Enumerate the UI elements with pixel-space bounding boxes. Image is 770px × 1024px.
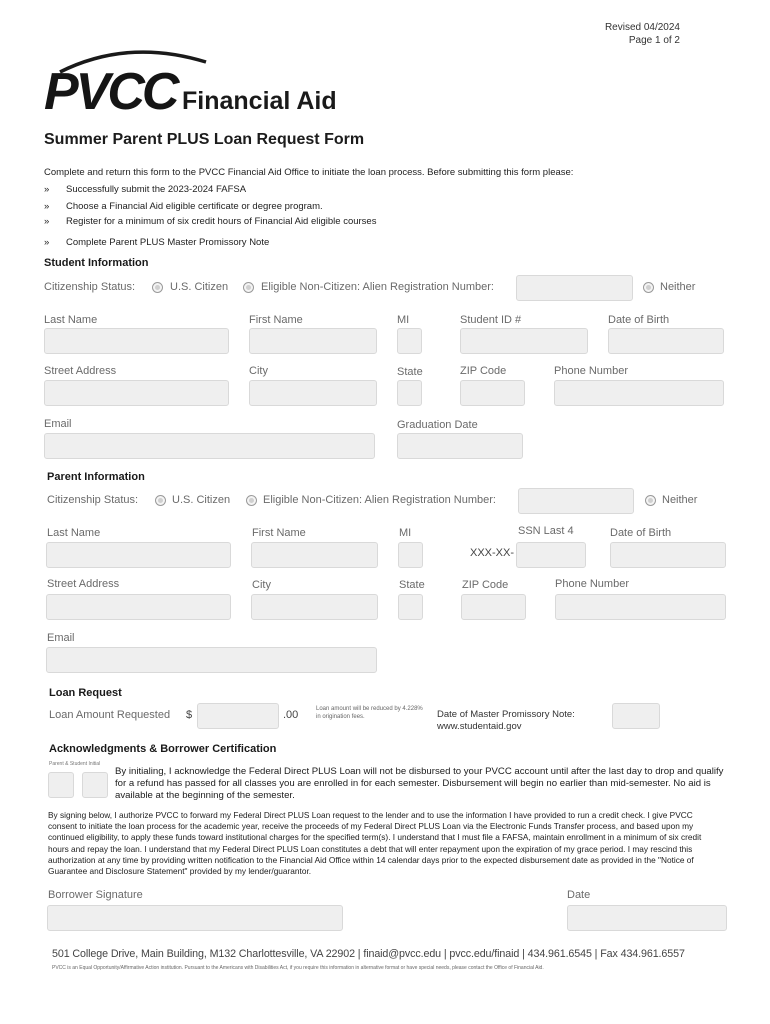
parent-us-citizen-radio[interactable]	[155, 495, 166, 506]
borrower-signature-field[interactable]	[47, 905, 343, 931]
student-noncitizen-label: Eligible Non-Citizen: Alien Registration Number:	[261, 281, 494, 293]
student-first-name-label: First Name	[249, 314, 303, 326]
parent-citizenship-label: Citizenship Status:	[47, 494, 139, 506]
loan-request-heading: Loan Request	[49, 687, 122, 699]
parent-dob-label: Date of Birth	[610, 527, 672, 539]
student-phone-field[interactable]	[554, 380, 724, 406]
bullet-program: Choose a Financial Aid eligible certificate or degree program.	[66, 201, 323, 212]
student-mi-label: MI	[397, 314, 410, 326]
mpn-date-label: Date of Master Promissory Note:	[437, 709, 575, 720]
parent-dob-field[interactable]	[610, 542, 726, 568]
parent-mi-label: MI	[399, 527, 412, 539]
student-id-field[interactable]	[460, 328, 588, 354]
student-first-name-field[interactable]	[249, 328, 377, 354]
loan-cents: .00	[283, 709, 299, 721]
intro-text: Complete and return this form to the PVCC Financial Aid Office to initiate the loan process. Before submitting this form please:	[44, 167, 574, 178]
student-email-label: Email	[44, 418, 72, 430]
student-city-field[interactable]	[249, 380, 377, 406]
parent-last-name-field[interactable]	[46, 542, 231, 568]
parent-state-label: State	[399, 579, 425, 591]
student-id-label: Student ID #	[460, 314, 522, 326]
bullet-mark: »	[44, 184, 50, 195]
parent-email-label: Email	[47, 632, 75, 644]
loan-amount-label: Loan Amount Requested	[49, 709, 171, 721]
parent-first-name-field[interactable]	[251, 542, 378, 568]
parent-city-label: City	[252, 579, 271, 591]
parent-zip-field[interactable]	[461, 594, 526, 620]
parent-ssn-label: SSN Last 4	[518, 525, 574, 537]
student-last-name-label: Last Name	[44, 314, 98, 326]
student-email-field[interactable]	[44, 433, 375, 459]
initials-label: Parent & Student Initial	[49, 761, 101, 767]
ack-heading: Acknowledgments & Borrower Certification	[49, 743, 277, 755]
pvcc-logo	[44, 44, 364, 124]
parent-ssn-prefix: XXX-XX-	[470, 547, 515, 559]
parent-ssn-field[interactable]	[516, 542, 586, 568]
borrower-signature-label: Borrower Signature	[48, 889, 143, 901]
revised-date: Revised 04/2024	[604, 22, 680, 33]
signature-date-label: Date	[567, 889, 591, 901]
loan-amount-field[interactable]	[197, 703, 279, 729]
parent-phone-label: Phone Number	[555, 578, 629, 590]
student-neither-label: Neither	[660, 281, 696, 293]
bullet-mark: »	[44, 237, 50, 248]
student-alien-number-field[interactable]	[516, 275, 633, 301]
footer-address: 501 College Drive, Main Building, M132 Charlottesville, VA 22902 | finaid@pvcc.edu | pvcc.edu/finaid | 434.961.6545 | Fax 434.961.6557	[52, 948, 685, 960]
parent-street-label: Street Address	[47, 578, 120, 590]
student-zip-label: ZIP Code	[460, 365, 507, 377]
student-street-field[interactable]	[44, 380, 229, 406]
student-noncitizen-radio[interactable]	[243, 282, 254, 293]
parent-neither-label: Neither	[662, 494, 698, 506]
student-us-citizen-label: U.S. Citizen	[170, 281, 229, 293]
student-state-label: State	[397, 366, 423, 378]
student-phone-label: Phone Number	[554, 365, 628, 377]
signature-date-field[interactable]	[567, 905, 727, 931]
parent-initial-field[interactable]	[48, 772, 74, 798]
student-dob-field[interactable]	[608, 328, 724, 354]
bullet-mark: »	[44, 216, 50, 227]
student-zip-field[interactable]	[460, 380, 525, 406]
student-mi-field[interactable]	[397, 328, 422, 354]
student-us-citizen-radio[interactable]	[152, 282, 163, 293]
parent-last-name-label: Last Name	[47, 527, 101, 539]
parent-city-field[interactable]	[251, 594, 378, 620]
form-title: Summer Parent PLUS Loan Request Form	[44, 131, 365, 148]
logo-financial-aid: Financial Aid	[182, 87, 337, 115]
initial-acknowledgment-text: By initialing, I acknowledge the Federal Direct PLUS Loan will not be disbursed to your PVCC account until after the last day to drop and qualify for a refund has passed for all classes you are enrolled in for each semester. Disbursement will begin no earlier than mid-semester. No aid is available at the beginning of the semester.	[115, 766, 724, 802]
mpn-date-field[interactable]	[612, 703, 660, 729]
student-dob-label: Date of Birth	[608, 314, 670, 326]
parent-noncitizen-radio[interactable]	[246, 495, 257, 506]
parent-email-field[interactable]	[46, 647, 377, 673]
logo-wordmark: PVCC	[44, 63, 177, 121]
parent-mi-field[interactable]	[398, 542, 423, 568]
footer-disclaimer: PVCC is an Equal Opportunity/Affirmative Action institution. Pursuant to the Americans with Disabilities Act, if you require this information in alternative format or have special needs, please contact the Office of Financial Aid.	[52, 965, 544, 971]
parent-alien-number-field[interactable]	[518, 488, 634, 514]
parent-phone-field[interactable]	[555, 594, 726, 620]
bullet-fafsa: Successfully submit the 2023-2024 FAFSA	[66, 184, 247, 195]
bullet-credit-hours: Register for a minimum of six credit hours of Financial Aid eligible courses	[66, 216, 377, 227]
parent-state-field[interactable]	[398, 594, 423, 620]
parent-info-heading: Parent Information	[47, 471, 145, 483]
loan-currency-symbol: $	[186, 709, 193, 721]
student-neither-radio[interactable]	[643, 282, 654, 293]
bullet-mpn: Complete Parent PLUS Master Promissory Note	[66, 237, 270, 248]
signing-authorization-text: By signing below, I authorize PVCC to forward my Federal Direct PLUS Loan request to the lender and to use the information I have provided to run a credit check. I give PVCC consent to initiate the loan process for the academic year, receive the proceeds of my Federal Direct PLUS Loan via the Electronic Funds Transfer process, and based upon my continued eligibility, to apply these funds toward institutional charges for the specified term(s). I understand that I must file a FAFSA, maintain enrollment in a minimum of six credit hours and repay the loan. I understand that my Federal Direct PLUS Loan constitutes a debt that will enter repayment upon the expiration of my grace period. I may rescind this authorization at any time by providing written notification to the Financial Aid Office within 14 calendar days prior to the expected disbursement date as provided in the "Notice of Guarantee and Disclosure Statement" provided by my lender/guarantor.	[48, 810, 702, 877]
parent-us-citizen-label: U.S. Citizen	[172, 494, 231, 506]
parent-noncitizen-label: Eligible Non-Citizen: Alien Registration Number:	[263, 494, 496, 506]
parent-zip-label: ZIP Code	[462, 579, 509, 591]
mpn-url: www.studentaid.gov	[437, 721, 522, 732]
parent-first-name-label: First Name	[252, 527, 306, 539]
parent-street-field[interactable]	[46, 594, 231, 620]
student-street-label: Street Address	[44, 365, 117, 377]
student-grad-date-label: Graduation Date	[397, 419, 478, 431]
page-number: Page 1 of 2	[628, 35, 680, 46]
bullet-mark: »	[44, 201, 50, 212]
student-info-heading: Student Information	[44, 257, 149, 269]
student-city-label: City	[249, 365, 268, 377]
student-initial-field[interactable]	[82, 772, 108, 798]
student-grad-date-field[interactable]	[397, 433, 523, 459]
student-state-field[interactable]	[397, 380, 422, 406]
student-last-name-field[interactable]	[44, 328, 229, 354]
parent-neither-radio[interactable]	[645, 495, 656, 506]
loan-fee-note: Loan amount will be reduced by 4.228% in origination fees.	[316, 706, 423, 720]
student-citizenship-label: Citizenship Status:	[44, 281, 136, 293]
